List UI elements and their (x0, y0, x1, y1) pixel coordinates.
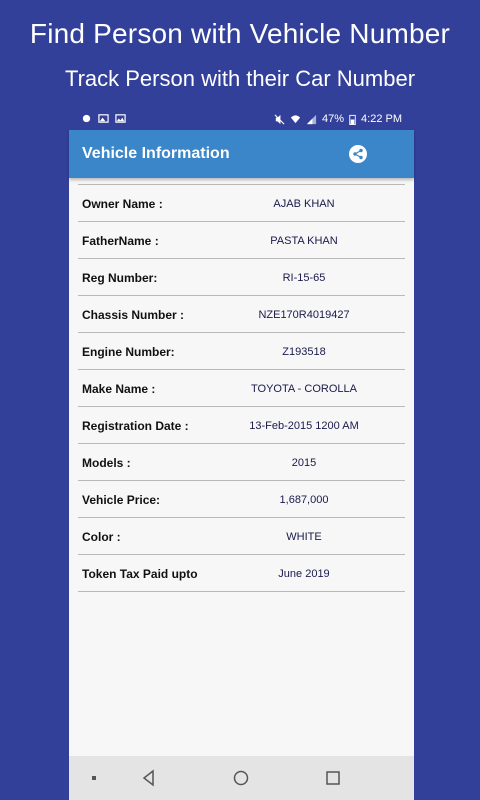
table-row (78, 407, 405, 444)
battery-percentage: 47% (322, 113, 345, 125)
row-label: Owner Name : (82, 197, 163, 211)
row-label: Color : (82, 530, 121, 544)
row-value: RI-15-65 (282, 272, 326, 284)
mute-icon (274, 114, 285, 125)
row-label: Vehicle Price: (82, 493, 161, 507)
menu-dot-icon[interactable] (84, 768, 104, 788)
app-bar (69, 130, 414, 178)
signal-icon (306, 114, 317, 125)
row-value: 13-Feb-2015 1200 AM (249, 420, 359, 432)
wifi-icon (290, 114, 301, 125)
phone-screen (69, 130, 414, 800)
notification-icon (81, 113, 92, 124)
table-row (78, 444, 405, 481)
status-time: 4:22 PM (361, 113, 402, 125)
row-label: Engine Number: (82, 345, 175, 359)
battery-icon (349, 114, 356, 125)
table-row (78, 222, 405, 259)
home-icon[interactable] (231, 768, 251, 788)
navigation-bar (69, 756, 414, 800)
back-icon[interactable] (139, 768, 159, 788)
row-value: 1,687,000 (279, 494, 329, 506)
row-label: Make Name : (82, 382, 156, 396)
table-row (78, 185, 405, 222)
row-value: NZE170R4019427 (258, 309, 350, 321)
promo-title: Find Person with Vehicle Number (29, 18, 451, 49)
table-row (78, 555, 405, 592)
row-label: FatherName : (82, 234, 159, 248)
row-label: Models : (82, 456, 131, 470)
table-row (78, 259, 405, 296)
table-row (78, 333, 405, 370)
promo-subtitle: Track Person with their Car Number (64, 66, 416, 91)
row-value: PASTA KHAN (270, 235, 338, 247)
row-value: Z193518 (282, 346, 326, 358)
recents-icon[interactable] (323, 768, 343, 788)
row-value: WHITE (286, 531, 322, 543)
row-label: Registration Date : (82, 419, 189, 433)
table-row (78, 296, 405, 333)
table-row (78, 481, 405, 518)
vehicle-info-table (78, 184, 405, 592)
table-row (78, 370, 405, 407)
row-label: Chassis Number : (82, 308, 185, 322)
status-bar (69, 110, 414, 130)
table-row (78, 518, 405, 555)
photo-icon (115, 113, 126, 124)
image-icon (98, 113, 109, 124)
row-value: 2015 (291, 457, 317, 469)
row-value: June 2019 (278, 568, 330, 580)
row-label: Token Tax Paid upto (82, 567, 198, 581)
row-value: TOYOTA - COROLLA (251, 383, 357, 395)
row-value: AJAB KHAN (273, 198, 335, 210)
row-label: Reg Number: (82, 271, 158, 285)
app-bar-title: Vehicle Information (82, 145, 230, 162)
share-icon[interactable] (346, 142, 370, 166)
